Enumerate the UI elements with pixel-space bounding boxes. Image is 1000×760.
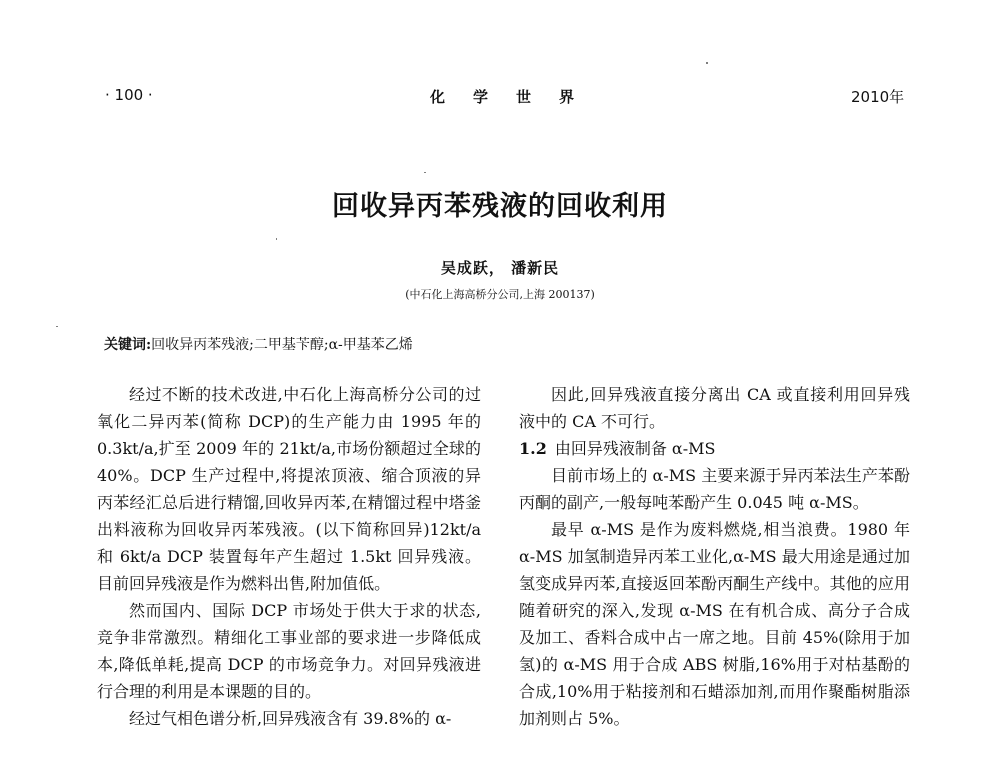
scan-speck xyxy=(56,326,58,327)
right-column xyxy=(519,381,910,732)
keywords-text: 回收异丙苯残液;二甲基苄醇;α-甲基苯乙烯 xyxy=(151,337,413,353)
paragraph: 经过气相色谱分析,回异残液含有 39.8%的 α- xyxy=(129,709,452,728)
paragraph: 目前市场上的 α-MS 主要来源于异丙苯法生产苯酚丙酮的副产,一般每吨苯酚产生 0.045 吨 α-MS。 xyxy=(519,466,910,512)
section-heading xyxy=(519,435,910,462)
section-number: 1.2 xyxy=(519,439,547,458)
keywords-label: 关键词: xyxy=(104,337,152,353)
journal-name: 化学世界 xyxy=(430,88,603,106)
paragraph: 经过不断的技术改进,中石化上海高桥分公司的过氧化二异丙苯(简称 DCP)的生产能力由 1995 年的 0.3kt/a,扩至 2009 年的 21kt/a,市场份额超过全球的 40%。DCP 生产过程中,将提浓顶液、缩合顶液的异丙苯经汇总后进行精馏,回收异丙苯,在精馏过程中塔釜出料液称为回收异丙苯残液。(以下简称回异)12kt/a 和 6kt/a DCP 装置每年产生超过 1.5kt 回异残液。目前回异残液是作为燃料出售,附加值低。 xyxy=(97,385,481,593)
paragraph: 因此,回异残液直接分离出 CA 或直接利用回异残液中的 CA 不可行。 xyxy=(519,385,910,431)
affiliation: (中石化上海高桥分公司,上海 200137) xyxy=(405,288,595,301)
scan-speck xyxy=(424,172,426,173)
section-title: 由回异残液制备 α-MS xyxy=(554,439,716,458)
authors: 吴成跃， 潘新民 xyxy=(440,259,560,277)
scan-speck xyxy=(706,62,708,64)
publication-year: 2010年 xyxy=(851,88,905,106)
page-number: · 100 · xyxy=(105,86,153,104)
keywords xyxy=(104,334,413,354)
paragraph: 最早 α-MS 是作为废料燃烧,相当浪费。1980 年 α-MS 加氢制造异丙苯工业化,α-MS 最大用途是通过加氢变成异丙苯,直接返回苯酚丙酮生产线中。其他的应用随着研究的深入,发现 α-MS 在有机合成、高分子合成及加工、香料合成中占一席之地。目前 45%(除用于加氢)的 α-MS 用于合成 ABS 树脂,16%用于对枯基酚的合成,10%用于粘接剂和石蜡添加剂,而用作聚酯树脂添加剂则占 5%。 xyxy=(519,520,910,728)
left-column xyxy=(97,381,481,732)
scan-speck xyxy=(276,238,277,240)
article-title: 回收异丙苯残液的回收利用 xyxy=(332,191,668,222)
paragraph: 然而国内、国际 DCP 市场处于供大于求的状态,竞争非常激烈。精细化工事业部的要求进一步降低成本,降低单耗,提高 DCP 的市场竞争力。对回异残液进行合理的利用是本课题的目的。 xyxy=(97,601,481,701)
